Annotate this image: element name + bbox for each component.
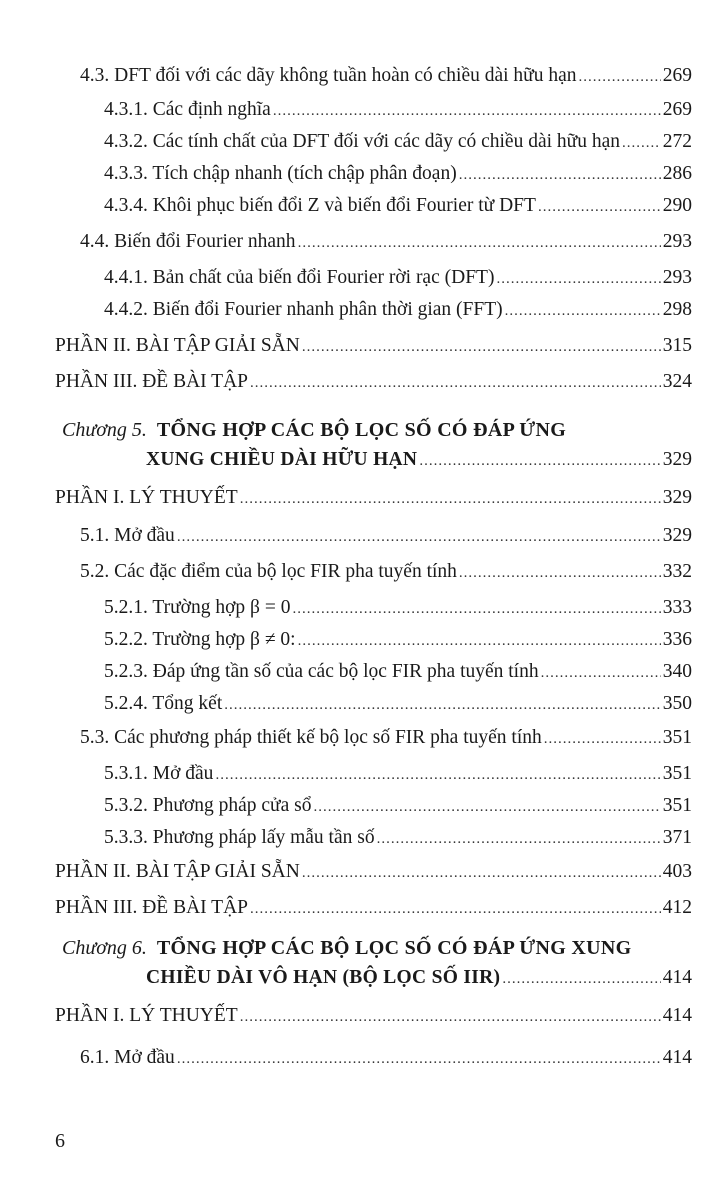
toc-entry [55, 854, 692, 884]
leader-dots [313, 798, 660, 818]
toc-entry-label: PHẦN III. ĐỀ BÀI TẬP [55, 371, 249, 392]
leader-dots [505, 302, 661, 322]
toc-entry-page: 414 [662, 967, 692, 988]
toc-entry-page: 329 [662, 525, 692, 546]
toc-entry-page: 269 [662, 99, 692, 120]
toc-entry-page: 324 [662, 371, 692, 392]
leader-dots [215, 766, 660, 786]
page-number: 6 [55, 1130, 65, 1152]
leader-dots [240, 490, 661, 510]
toc-entry-page: 272 [662, 131, 692, 152]
toc-entry [55, 890, 692, 920]
toc-entry-page: 290 [662, 195, 692, 216]
leader-dots [273, 102, 661, 122]
toc-entry [80, 720, 692, 750]
toc-entry-label: PHẦN II. BÀI TẬP GIẢI SẴN [55, 861, 300, 882]
toc-entry-page: 351 [662, 763, 692, 784]
toc-entry-page: 351 [662, 795, 692, 816]
toc-entry [104, 156, 692, 186]
toc-entry [104, 756, 692, 786]
toc-entry-label: 4.3.3. Tích chập nhanh (tích chập phân đoạn) [104, 163, 457, 184]
toc-entry-label: 4.3. DFT đối với các dãy không tuần hoàn có chiều dài hữu hạn [80, 65, 577, 86]
toc-entry-page: 350 [662, 693, 692, 714]
toc-entry-label: 5.2.3. Đáp ứng tần số của các bộ lọc FIR pha tuyến tính [104, 661, 539, 682]
toc-entry-label: PHẦN I. LÝ THUYẾT [55, 1005, 238, 1026]
leader-dots [541, 664, 661, 684]
toc-entry [104, 788, 692, 818]
leader-dots [496, 270, 660, 290]
toc-entry [104, 654, 692, 684]
toc-entry-page: 286 [662, 163, 692, 184]
toc-entry [104, 188, 692, 218]
leader-dots [298, 632, 661, 652]
toc-entry [80, 518, 692, 548]
leader-dots [579, 68, 661, 88]
leader-dots [419, 452, 660, 472]
toc-entry-label: 5.1. Mở đầu [80, 525, 175, 546]
toc-entry-label: 4.4.2. Biến đổi Fourier nhanh phân thời gian (FFT) [104, 299, 503, 320]
toc-entry-label: 5.3.2. Phương pháp cửa sổ [104, 795, 312, 816]
leader-dots [544, 730, 661, 750]
toc-entry-label: XUNG CHIỀU DÀI HỮU HẠN [146, 449, 418, 470]
toc-entry-page: 351 [662, 727, 692, 748]
leader-dots [302, 864, 661, 884]
toc-entry [55, 480, 692, 510]
toc-entry [104, 292, 692, 322]
toc-entry-label: 6.1. Mở đầu [80, 1047, 175, 1068]
toc-entry [80, 224, 692, 254]
toc-entry-label: 5.2. Các đặc điểm của bộ lọc FIR pha tuyến tính [80, 561, 457, 582]
chapter-label: Chương 5. [62, 419, 147, 441]
toc-entry-page: 414 [662, 1047, 692, 1068]
toc-entry-page: 315 [662, 335, 692, 356]
toc-entry [55, 364, 692, 394]
toc-entry-label: 5.2.1. Trường hợp β = 0 [104, 597, 291, 618]
toc-entry [104, 92, 692, 122]
toc-entry-label: 4.3.4. Khôi phục biến đổi Z và biến đổi Fourier từ DFT [104, 195, 536, 216]
toc-entry [80, 1040, 692, 1070]
toc-entry-page: 329 [662, 487, 692, 508]
leader-dots [240, 1008, 661, 1028]
toc-entry-label: PHẦN II. BÀI TẬP GIẢI SẴN [55, 335, 300, 356]
leader-dots [622, 134, 661, 154]
toc-entry [104, 124, 692, 154]
toc-entry-page: 371 [662, 827, 692, 848]
chapter-5-heading [62, 418, 566, 442]
leader-dots [250, 900, 661, 920]
chapter-label: Chương 6. [62, 937, 147, 959]
leader-dots [224, 696, 660, 716]
toc-entry-page: 298 [662, 299, 692, 320]
leader-dots [292, 600, 660, 620]
chapter-6-heading [62, 936, 632, 960]
toc-entry-label: 5.3.3. Phương pháp lấy mẫu tần số [104, 827, 375, 848]
toc-entry-label: 4.3.1. Các định nghĩa [104, 99, 271, 120]
toc-entry-label: PHẦN III. ĐỀ BÀI TẬP [55, 897, 249, 918]
toc-entry-page: 332 [662, 561, 692, 582]
toc-entry-page: 293 [662, 267, 692, 288]
leader-dots [298, 234, 661, 254]
leader-dots [459, 166, 661, 186]
leader-dots [177, 1050, 661, 1070]
leader-dots [377, 830, 661, 850]
toc-entry-page: 340 [662, 661, 692, 682]
toc-entry [104, 622, 692, 652]
toc-entry-page: 414 [662, 1005, 692, 1026]
toc-entry-label: 5.2.4. Tổng kết [104, 693, 223, 714]
toc-entry [146, 960, 692, 990]
leader-dots [302, 338, 661, 358]
toc-entry-page: 333 [662, 597, 692, 618]
toc-entry-page: 329 [662, 449, 692, 470]
chapter-title: TỔNG HỢP CÁC BỘ LỌC SỐ CÓ ĐÁP ỨNG XUNG [156, 937, 632, 959]
leader-dots [502, 970, 660, 990]
toc-entry-page: 336 [662, 629, 692, 650]
toc-entry-label: 4.4.1. Bản chất của biến đổi Fourier rời rạc (DFT) [104, 267, 495, 288]
toc-entry [146, 442, 692, 472]
toc-entry [104, 820, 692, 850]
toc-entry-label: CHIỀU DÀI VÔ HẠN (BỘ LỌC SỐ IIR) [146, 967, 501, 988]
leader-dots [177, 528, 661, 548]
toc-entry-label: 5.2.2. Trường hợp β ≠ 0: [104, 629, 296, 650]
toc-entry [80, 58, 692, 88]
toc-entry-label: 5.3. Các phương pháp thiết kế bộ lọc số FIR pha tuyến tính [80, 727, 542, 748]
toc-entry [104, 260, 692, 290]
toc-entry-label: 5.3.1. Mở đầu [104, 763, 214, 784]
toc-entry-label: 4.3.2. Các tính chất của DFT đối với các dãy có chiều dài hữu hạn [104, 131, 620, 152]
toc-entry-label: PHẦN I. LÝ THUYẾT [55, 487, 238, 508]
toc-entry-page: 269 [662, 65, 692, 86]
toc-entry [104, 590, 692, 620]
toc-entry-label: 4.4. Biến đổi Fourier nhanh [80, 231, 296, 252]
toc-entry [55, 998, 692, 1028]
leader-dots [459, 564, 661, 584]
toc-entry [55, 328, 692, 358]
chapter-title: TỔNG HỢP CÁC BỘ LỌC SỐ CÓ ĐÁP ỨNG [156, 419, 567, 441]
toc-entry-page: 293 [662, 231, 692, 252]
leader-dots [250, 374, 661, 394]
toc-entry-page: 412 [662, 897, 692, 918]
toc-entry-page: 403 [662, 861, 692, 882]
toc-entry [104, 686, 692, 716]
leader-dots [538, 198, 661, 218]
toc-entry [80, 554, 692, 584]
